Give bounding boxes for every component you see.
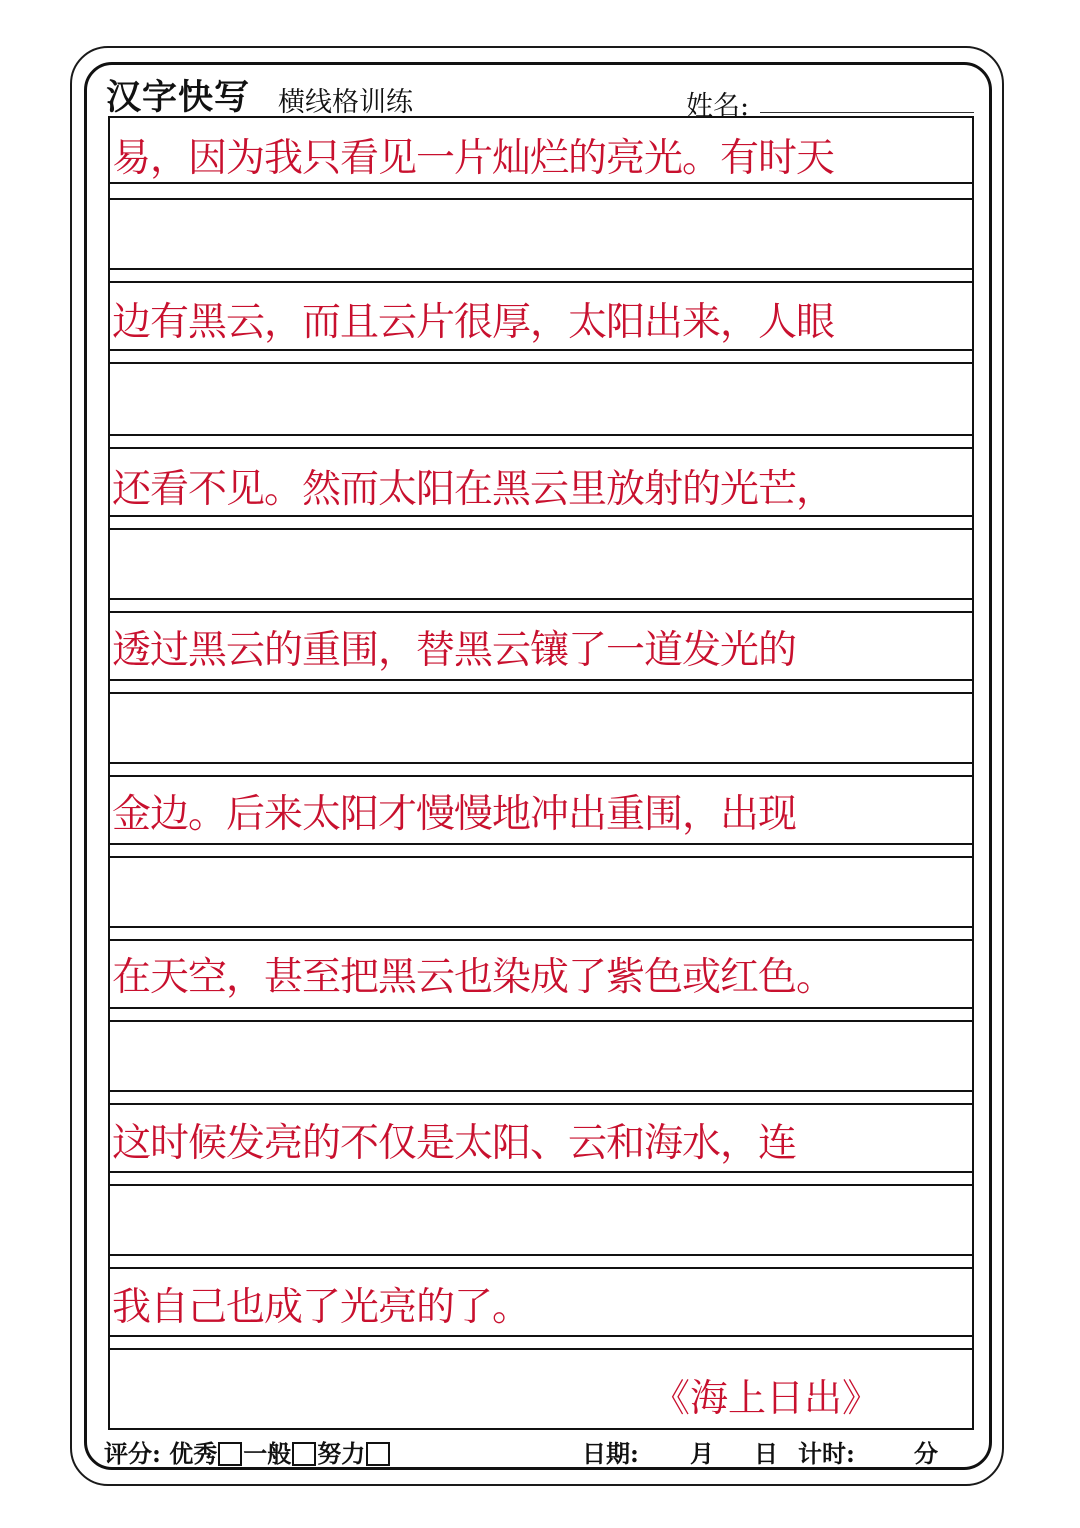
rule-line <box>108 1171 974 1173</box>
rule-line <box>108 349 974 351</box>
rule-line <box>108 268 974 270</box>
minutes-label: 分 <box>914 1439 938 1468</box>
score-option-effort: 努力 <box>317 1439 366 1468</box>
rule-line <box>108 692 974 694</box>
name-label: 姓名: <box>686 91 750 122</box>
handwriting-line-2: 边有黑云，而且云片很厚，太阳出来，人眼 <box>112 300 835 345</box>
rule-line <box>108 447 974 449</box>
handwriting-line-6: 在天空，甚至把黑云也染成了紫色或红色。 <box>112 955 835 1000</box>
score-section <box>104 1434 391 1469</box>
rule-line <box>108 1020 974 1022</box>
rule-line <box>108 762 974 764</box>
timer-label: 计时: <box>798 1439 855 1468</box>
day-label: 日 <box>754 1439 778 1468</box>
handwriting-line-7: 这时候发亮的不仅是太阳、云和海水，连 <box>112 1121 797 1166</box>
rule-line <box>108 856 974 858</box>
checkbox-average[interactable] <box>292 1442 316 1466</box>
rule-line <box>108 1090 974 1092</box>
rule-line <box>108 1007 974 1009</box>
rule-line <box>108 281 974 283</box>
rule-line <box>108 182 974 184</box>
brand-title: 汉字快写 <box>106 78 251 118</box>
rule-line <box>108 1184 974 1186</box>
name-input-line[interactable] <box>760 112 974 113</box>
score-option-excellent: 优秀 <box>169 1439 218 1468</box>
rule-line <box>108 1267 974 1269</box>
handwriting-line-4: 透过黑云的重围，替黑云镶了一道发光的 <box>112 628 797 673</box>
source-title: 《海上日出》 <box>652 1376 881 1420</box>
rule-line <box>108 679 974 681</box>
rule-line <box>108 362 974 364</box>
date-label: 日期: <box>582 1439 639 1468</box>
month-label: 月 <box>690 1439 714 1468</box>
rule-line <box>108 775 974 777</box>
rule-line <box>108 939 974 941</box>
rule-line <box>108 843 974 845</box>
handwriting-line-8: 我自己也成了光亮的了。 <box>112 1285 531 1330</box>
handwriting-line-1: 易，因为我只看见一片灿烂的亮光。有时天 <box>112 136 835 181</box>
rule-line <box>108 1254 974 1256</box>
score-label: 评分: <box>104 1439 161 1468</box>
rule-line <box>108 611 974 613</box>
handwriting-line-5: 金边。后来太阳才慢慢地冲出重围，出现 <box>112 792 797 837</box>
rule-line <box>108 598 974 600</box>
rule-line <box>108 515 974 517</box>
rule-line <box>108 434 974 436</box>
rule-line <box>108 1348 974 1350</box>
rule-line <box>108 1335 974 1337</box>
score-option-average: 一般 <box>243 1439 292 1468</box>
subtitle: 横线格训练 <box>278 87 413 118</box>
handwriting-line-3: 还看不见。然而太阳在黑云里放射的光芒， <box>112 467 835 512</box>
checkbox-excellent[interactable] <box>218 1442 242 1466</box>
rule-line <box>108 198 974 200</box>
rule-line <box>108 926 974 928</box>
rule-line <box>108 528 974 530</box>
checkbox-effort[interactable] <box>366 1442 390 1466</box>
rule-line <box>108 1103 974 1105</box>
